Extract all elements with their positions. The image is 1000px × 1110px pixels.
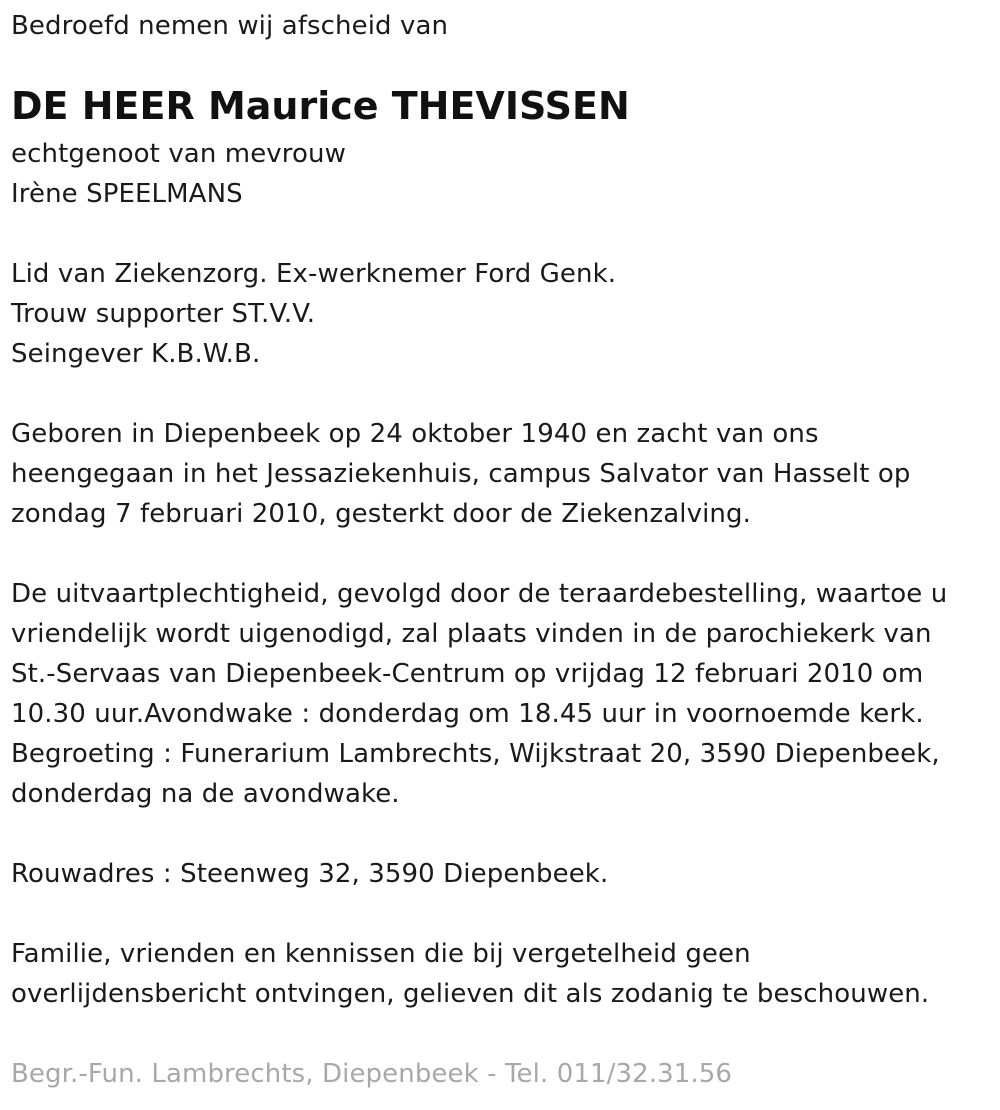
- family-notice-paragraph: [11, 934, 929, 1014]
- paragraph-line: 10.30 uur.Avondwake : donderdag om 18.45 uur in voornoemde kerk.: [11, 699, 924, 729]
- paragraph-line: De uitvaartplechtigheid, gevolgd door de teraardebestelling, waartoe u: [11, 579, 948, 609]
- role-line: Trouw supporter ST.V.V.: [11, 299, 316, 329]
- intro-text: Bedroefd nemen wij afscheid van: [11, 11, 449, 41]
- paragraph-line: vriendelijk wordt uigenodigd, zal plaats vinden in de parochiekerk van: [11, 619, 932, 649]
- mourning-address: [11, 854, 608, 894]
- paragraph-line: overlijdensbericht ontvingen, gelieven dit als zodanig te beschouwen.: [11, 979, 930, 1009]
- paragraph-line: donderdag na de avondwake.: [11, 779, 400, 809]
- birth-death-paragraph: [11, 414, 911, 534]
- funeral-home-footer: Begr.-Fun. Lambrechts, Diepenbeek - Tel. 011/32.31.56: [11, 1059, 733, 1089]
- address-line: Rouwadres : Steenweg 32, 3590 Diepenbeek.: [11, 859, 609, 889]
- paragraph-line: Familie, vrienden en kennissen die bij vergetelheid geen: [11, 939, 751, 969]
- funeral-details-paragraph: [11, 574, 947, 814]
- paragraph-line: Begroeting : Funerarium Lambrechts, Wijkstraat 20, 3590 Diepenbeek,: [11, 739, 940, 769]
- role-line: Lid van Ziekenzorg. Ex-werknemer Ford Genk.: [11, 259, 617, 289]
- paragraph-line: Geboren in Diepenbeek op 24 oktober 1940 en zacht van ons: [11, 419, 819, 449]
- paragraph-line: heengegaan in het Jessaziekenhuis, campus Salvator van Hasselt op: [11, 459, 911, 489]
- paragraph-line: zondag 7 februari 2010, gesterkt door de Ziekenzalving.: [11, 499, 751, 529]
- spouse-section: [11, 134, 346, 214]
- deceased-name: DE HEER Maurice THEVISSEN: [11, 84, 630, 128]
- role-line: Seingever K.B.W.B.: [11, 339, 261, 369]
- spouse-name: Irène SPEELMANS: [11, 179, 243, 209]
- roles-section: [11, 254, 616, 374]
- paragraph-line: St.-Servaas van Diepenbeek-Centrum op vrijdag 12 februari 2010 om: [11, 659, 924, 689]
- spouse-line: echtgenoot van mevrouw: [11, 139, 346, 169]
